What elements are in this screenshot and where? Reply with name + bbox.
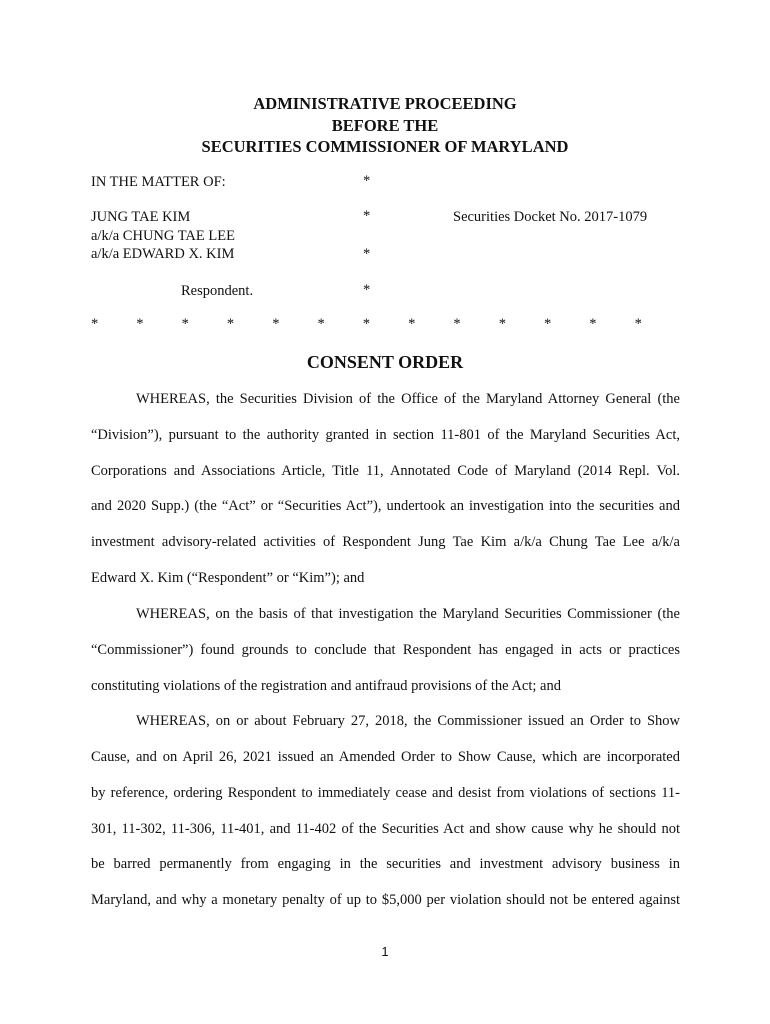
- in-the-matter-label: IN THE MATTER OF:: [91, 174, 226, 190]
- paragraph-line: “Division”), pursuant to the authority granted in section 11-801 of the Maryland Securities Act,: [91, 427, 680, 443]
- paragraph-line: Cause, and on April 26, 2021 issued an Amended Order to Show Cause, which are incorporated: [91, 749, 680, 765]
- caption-star: *: [363, 282, 371, 298]
- caption-star: *: [363, 246, 371, 262]
- separator-star: *: [498, 316, 506, 332]
- paragraph-line: Corporations and Associations Article, Title 11, Annotated Code of Maryland (2014 Repl. Vol.: [91, 463, 680, 479]
- respondent-name: JUNG TAE KIM: [91, 209, 191, 225]
- separator-star: *: [589, 316, 597, 332]
- paragraph-line: be barred permanently from engaging in the securities and investment advisory business in: [91, 856, 680, 872]
- paragraph-line: Maryland, and why a monetary penalty of up to $5,000 per violation should not be entered against: [91, 892, 680, 908]
- separator-star: *: [362, 316, 371, 332]
- paragraph-line: WHEREAS, on the basis of that investigation the Maryland Securities Commissioner (the: [136, 606, 680, 622]
- separator-star: *: [272, 316, 280, 332]
- separator-star: *: [317, 316, 325, 332]
- separator-star: *: [634, 316, 642, 332]
- paragraph-line: Edward X. Kim (“Respondent” or “Kim”); and: [91, 570, 365, 586]
- paragraph-line: by reference, ordering Respondent to immediately cease and desist from violations of sections 11-: [91, 785, 680, 801]
- header-line-3: SECURITIES COMMISSIONER OF MARYLAND: [201, 137, 569, 156]
- separator-star: *: [453, 316, 461, 332]
- paragraph-line: WHEREAS, on or about February 27, 2018, the Commissioner issued an Order to Show: [136, 713, 680, 729]
- separator-star: *: [91, 316, 99, 332]
- respondent-aka-2: a/k/a EDWARD X. KIM: [91, 246, 235, 262]
- page-number: 1: [381, 944, 389, 959]
- respondent-label: Respondent.: [181, 283, 254, 299]
- paragraph-line: “Commissioner”) found grounds to conclude that Respondent has engaged in acts or practices: [91, 642, 680, 658]
- separator-star: *: [544, 316, 552, 332]
- header-line-2: BEFORE THE: [331, 116, 439, 135]
- separator-star: *: [181, 316, 189, 332]
- separator-star: *: [408, 316, 416, 332]
- paragraph-line: investment advisory-related activities of Respondent Jung Tae Kim a/k/a Chung Tae Lee a/k/a: [91, 534, 680, 550]
- paragraph-line: WHEREAS, the Securities Division of the Office of the Maryland Attorney General (the: [136, 391, 680, 407]
- document-title: CONSENT ORDER: [306, 352, 464, 372]
- separator-star: *: [226, 316, 235, 332]
- paragraph-line: and 2020 Supp.) (the “Act” or “Securities Act”), undertook an investigation into the securities and: [91, 498, 680, 514]
- paragraph-line: 301, 11-302, 11-306, 11-401, and 11-402 of the Securities Act and show cause why he should not: [91, 821, 680, 837]
- paragraph-line: constituting violations of the registration and antifraud provisions of the Act; and: [91, 678, 561, 694]
- docket-number: Securities Docket No. 2017-1079: [453, 209, 648, 225]
- header-line-1: ADMINISTRATIVE PROCEEDING: [253, 94, 517, 113]
- caption-star: *: [363, 208, 371, 224]
- respondent-aka-1: a/k/a CHUNG TAE LEE: [91, 228, 235, 244]
- separator-star: *: [136, 316, 144, 332]
- caption-star: *: [363, 173, 371, 189]
